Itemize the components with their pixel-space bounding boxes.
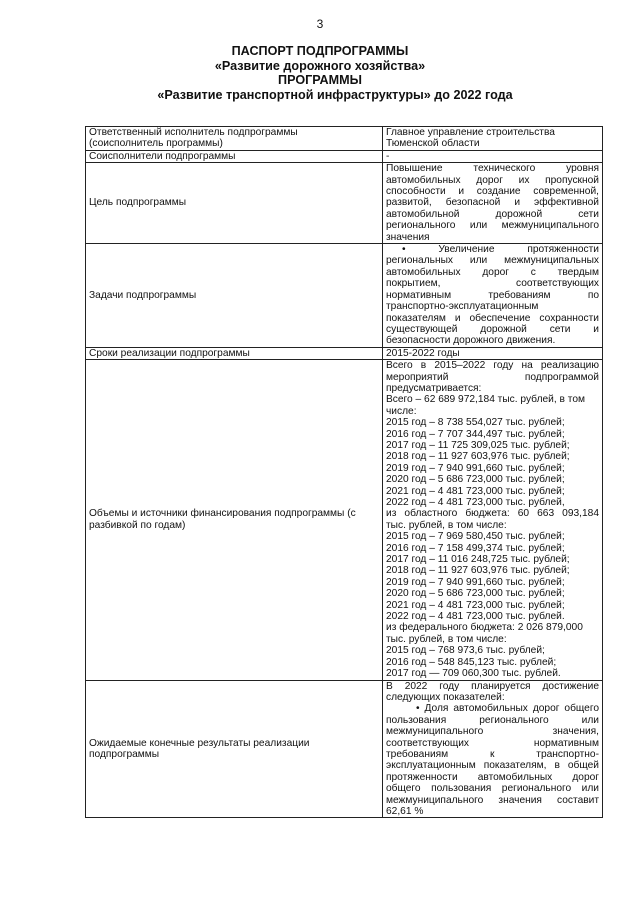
value-co-executors: -: [383, 150, 603, 162]
value-line: 2016 год – 548 845,123 тыс. рублей;: [386, 656, 557, 668]
row-period: [86, 347, 603, 359]
value-goal: [383, 163, 603, 244]
value-line: 2021 год – 4 481 723,000 тыс. рублей;: [386, 599, 565, 611]
value-line: пользования регионального или: [386, 714, 599, 726]
value-line: числе:: [386, 405, 417, 417]
document-title: [0, 44, 640, 102]
value-line: Повышение технического уровня: [386, 163, 599, 175]
value-line: из областного бюджета: 60 663 093,184: [386, 508, 599, 520]
value-line: 2022 год – 4 481 723,000 тыс. рублей.: [386, 611, 565, 623]
row-co-executors: [86, 150, 603, 162]
label-tasks: Задачи подпрограммы: [86, 244, 383, 348]
value-line: региональных или межмуниципальных: [386, 255, 599, 267]
value-line: 2015 год – 768 973,6 тыс. рублей;: [386, 645, 545, 657]
value-line: нормативным требованиям по: [386, 289, 599, 301]
label-period: Сроки реализации подпрограммы: [86, 347, 383, 359]
value-line: 2017 год — 709 060,300 тыс. рублей.: [386, 668, 561, 680]
value-line: требованиям к транспортно-: [386, 748, 599, 760]
label-line: разбивкой по годам): [89, 519, 186, 531]
value-line: следующих показателей:: [386, 691, 505, 703]
value-line: • Увеличение протяженности: [402, 244, 599, 256]
row-tasks: [86, 244, 603, 348]
row-financing: [86, 360, 603, 680]
title-line-1: ПАСПОРТ ПОДПРОГРАММЫ: [231, 44, 409, 58]
value-line: 2016 год – 7 158 499,374 тыс. рублей;: [386, 542, 565, 554]
value-line: Всего – 62 689 972,184 тыс. рублей, в том: [386, 394, 585, 406]
label-goal: Цель подпрограммы: [86, 163, 383, 244]
value-line: 62,61 %: [386, 805, 424, 817]
value-line: 2017 год – 11 016 248,725 тыс. рублей;: [386, 554, 570, 566]
value-line: • Доля автомобильных дорог общего: [416, 703, 599, 715]
value-line: 2018 год – 11 927 603,976 тыс. рублей;: [386, 451, 570, 463]
value-line: 2019 год – 7 940 991,660 тыс. рублей;: [386, 576, 565, 588]
title-line-3: ПРОГРАММЫ: [278, 73, 362, 88]
value-line: эксплуатационным показателям, в общей: [386, 760, 599, 772]
label-line: (соисполнитель программы): [89, 138, 223, 150]
label-line: подпрограммы: [89, 748, 160, 760]
value-line: мероприятий подпрограммой: [386, 371, 599, 383]
value-line: В 2022 году планируется достижение: [386, 680, 599, 692]
value-line: 2021 год – 4 481 723,000 тыс. рублей;: [386, 485, 565, 497]
value-line: регионального или межмуниципального: [386, 220, 599, 232]
value-line: 2015 год – 7 969 580,450 тыс. рублей;: [386, 531, 565, 543]
value-line: автомобильной дорожной сети: [386, 208, 599, 220]
value-line: 2017 год – 11 725 309,025 тыс. рублей;: [386, 439, 570, 451]
value-line: развитой, безопасной и эффективной: [386, 197, 599, 209]
title-line-4: «Развитие транспортной инфраструктуры» до 2022 года: [157, 87, 513, 102]
label-results: [86, 680, 383, 818]
passport-table: [85, 126, 603, 818]
value-line: 2018 год – 11 927 603,976 тыс. рублей;: [386, 565, 570, 577]
title-line-2: «Развитие дорожного хозяйства»: [214, 58, 426, 73]
value-line: межмуниципального значения составит: [386, 794, 599, 806]
value-period: 2015-2022 годы: [383, 347, 603, 359]
value-line: 2022 год – 4 481 723,000 тыс. рублей,: [386, 497, 565, 508]
value-line: 2016 год – 7 707 344,497 тыс. рублей;: [386, 428, 565, 440]
label-line: Ожидаемые конечные результаты реализации: [89, 737, 310, 749]
label-line: Объемы и источники финансирования подпрограммы (с: [89, 508, 356, 520]
value-line: из федерального бюджета: 2 026 879,000: [386, 622, 583, 634]
value-line: автомобильных дорог их пропускной: [386, 174, 599, 186]
value-line: тыс. рублей, в том числе:: [386, 633, 507, 645]
page-number: 3: [316, 17, 324, 31]
value-line: 2020 год – 5 686 723,000 тыс. рублей;: [386, 474, 565, 486]
value-line: тыс. рублей, в том числе:: [386, 519, 507, 531]
value-results: [383, 680, 603, 818]
row-responsible: [86, 127, 603, 151]
row-goal: [86, 163, 603, 244]
label-line: Ответственный исполнитель подпрограммы: [89, 127, 298, 138]
value-line: 2019 год – 7 940 991,660 тыс. рублей;: [386, 462, 565, 474]
value-line: безопасности дорожного движения.: [386, 335, 556, 347]
value-line: автомобильных дорог с твердым: [386, 266, 599, 278]
value-line: предусматривается:: [386, 382, 482, 394]
value-line: соответствующих нормативным: [386, 737, 599, 749]
value-line: существующей дорожной сети и: [386, 323, 599, 335]
label-co-executors: Соисполнители подпрограммы: [86, 150, 383, 162]
value-line: показателям и обеспечение сохранности: [386, 312, 599, 324]
value-line: способности и создание современной,: [386, 186, 599, 198]
label-financing: [86, 360, 383, 680]
value-line: протяженности автомобильных дорог: [386, 771, 599, 783]
value-line: 2020 год – 5 686 723,000 тыс. рублей;: [386, 588, 565, 600]
value-line: покрытием, соответствующих: [386, 278, 599, 290]
value-line: значения: [386, 231, 430, 243]
value-line: Всего в 2015–2022 году на реализацию: [386, 360, 599, 372]
value-line: Главное управление строительства: [386, 127, 555, 138]
value-line: транспортно-эксплуатационным: [386, 301, 539, 313]
value-responsible: [383, 127, 603, 151]
value-line: межмуниципального значения,: [386, 726, 599, 738]
value-line: 2015 год – 8 738 554,027 тыс. рублей;: [386, 417, 565, 429]
row-results: [86, 680, 603, 818]
value-line: Тюменской области: [386, 138, 480, 150]
value-financing: [383, 360, 603, 680]
label-responsible: [86, 127, 383, 151]
value-line: общего пользования регионального или: [386, 783, 599, 795]
value-tasks: [383, 244, 603, 348]
